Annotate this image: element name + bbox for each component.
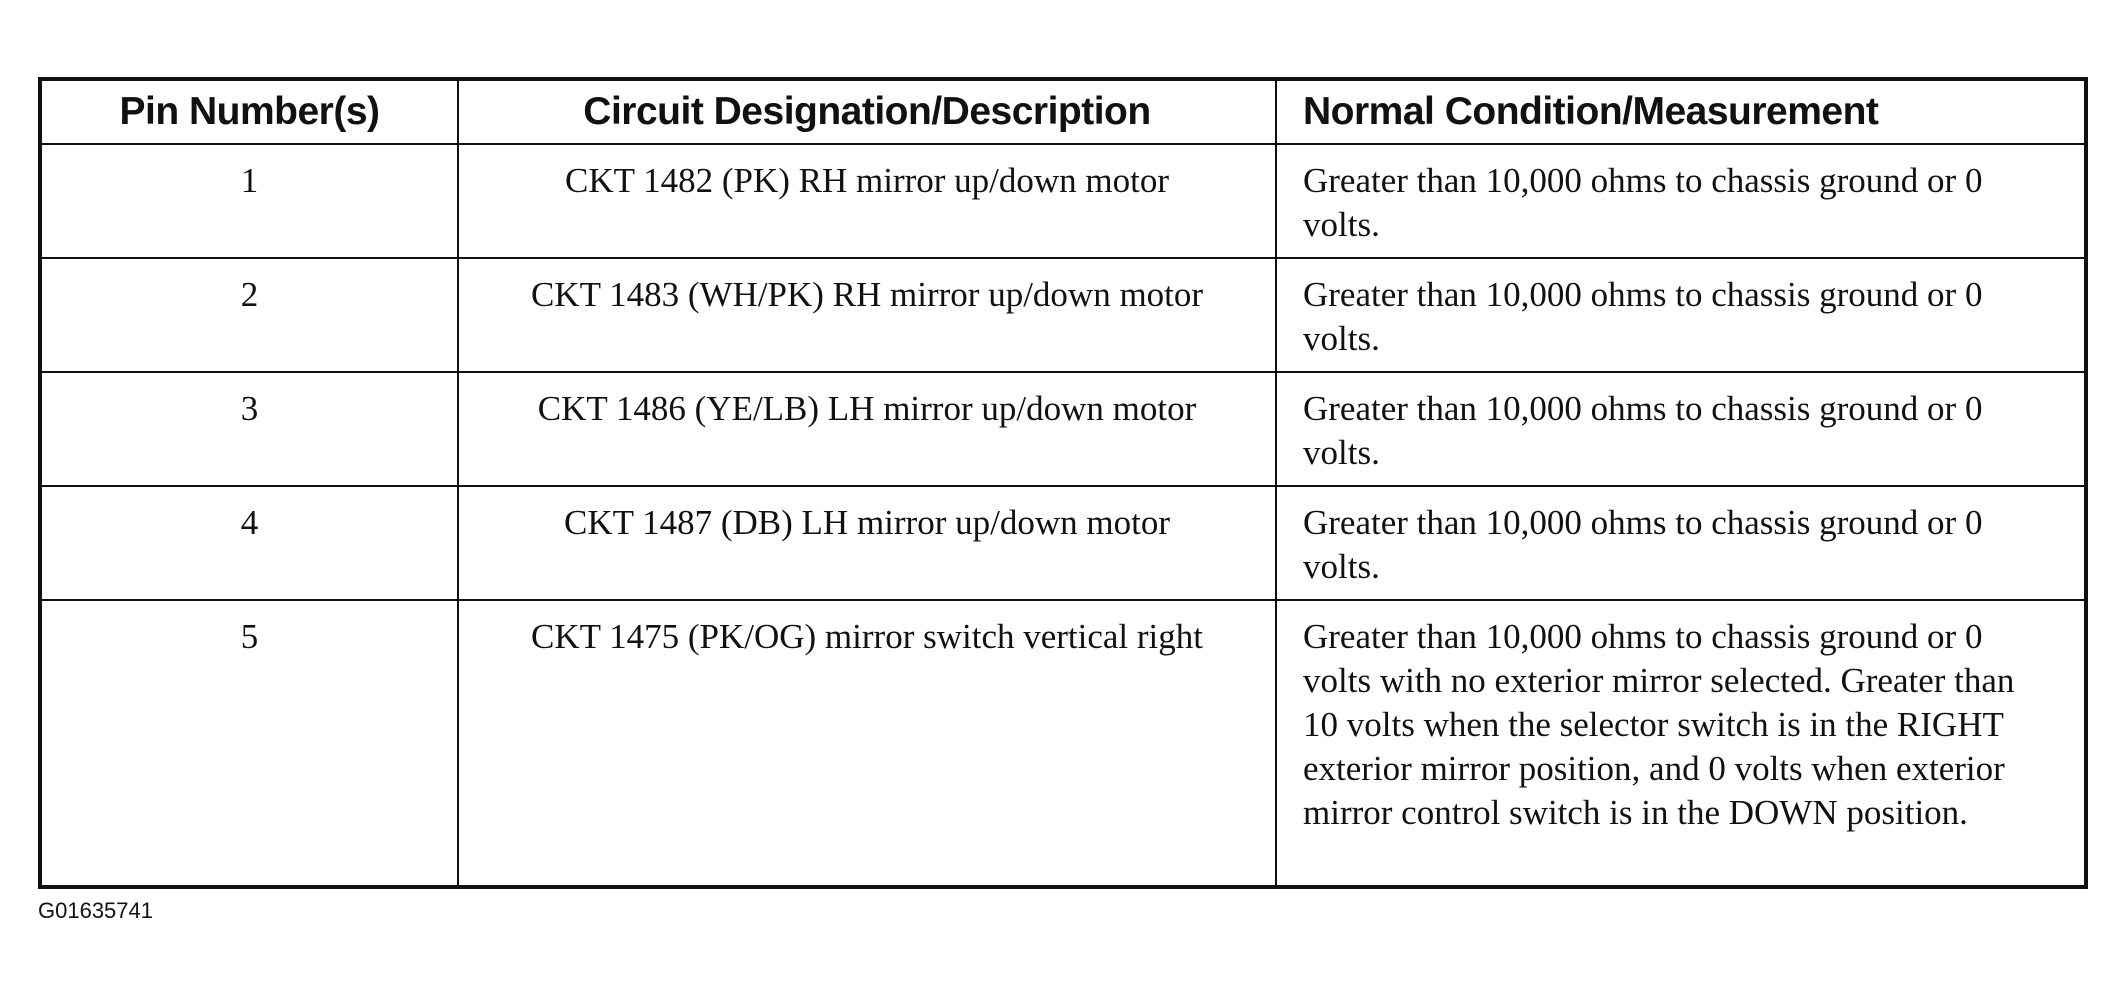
condition-cell: Greater than 10,000 ohms to chassis ground or 0 volts. bbox=[1276, 144, 2086, 258]
table-row bbox=[40, 258, 2086, 372]
table-row bbox=[40, 144, 2086, 258]
condition-cell: Greater than 10,000 ohms to chassis ground or 0 volts. bbox=[1276, 372, 2086, 486]
header-pin-numbers: Pin Number(s) bbox=[40, 79, 458, 144]
table-row bbox=[40, 600, 2086, 887]
condition-cell: Greater than 10,000 ohms to chassis ground or 0 volts. bbox=[1276, 486, 2086, 600]
pin-cell: 3 bbox=[40, 372, 458, 486]
figure-id: G01635741 bbox=[38, 898, 153, 923]
table-row bbox=[40, 372, 2086, 486]
table-header bbox=[40, 79, 2086, 144]
header-row bbox=[40, 79, 2086, 144]
header-normal-condition: Normal Condition/Measurement bbox=[1276, 79, 2086, 144]
condition-cell: Greater than 10,000 ohms to chassis ground or 0 volts. bbox=[1276, 258, 2086, 372]
pin-cell: 5 bbox=[40, 600, 458, 887]
table-body bbox=[40, 144, 2086, 887]
pin-cell: 4 bbox=[40, 486, 458, 600]
circuit-cell: CKT 1483 (WH/PK) RH mirror up/down motor bbox=[458, 258, 1276, 372]
circuit-cell: CKT 1482 (PK) RH mirror up/down motor bbox=[458, 144, 1276, 258]
table-row bbox=[40, 486, 2086, 600]
circuit-cell: CKT 1475 (PK/OG) mirror switch vertical right bbox=[458, 600, 1276, 887]
condition-cell: Greater than 10,000 ohms to chassis ground or 0 volts with no exterior mirror selected. Greater than 10 volts when the selector switch is in the RIGHT exterior mirror position, and 0 volts when exterior mirror control switch is in the DOWN position. bbox=[1276, 600, 2086, 887]
pinout-table bbox=[38, 77, 2088, 889]
circuit-cell: CKT 1486 (YE/LB) LH mirror up/down motor bbox=[458, 372, 1276, 486]
pin-cell: 2 bbox=[40, 258, 458, 372]
pin-cell: 1 bbox=[40, 144, 458, 258]
header-circuit-description: Circuit Designation/Description bbox=[458, 79, 1276, 144]
circuit-cell: CKT 1487 (DB) LH mirror up/down motor bbox=[458, 486, 1276, 600]
